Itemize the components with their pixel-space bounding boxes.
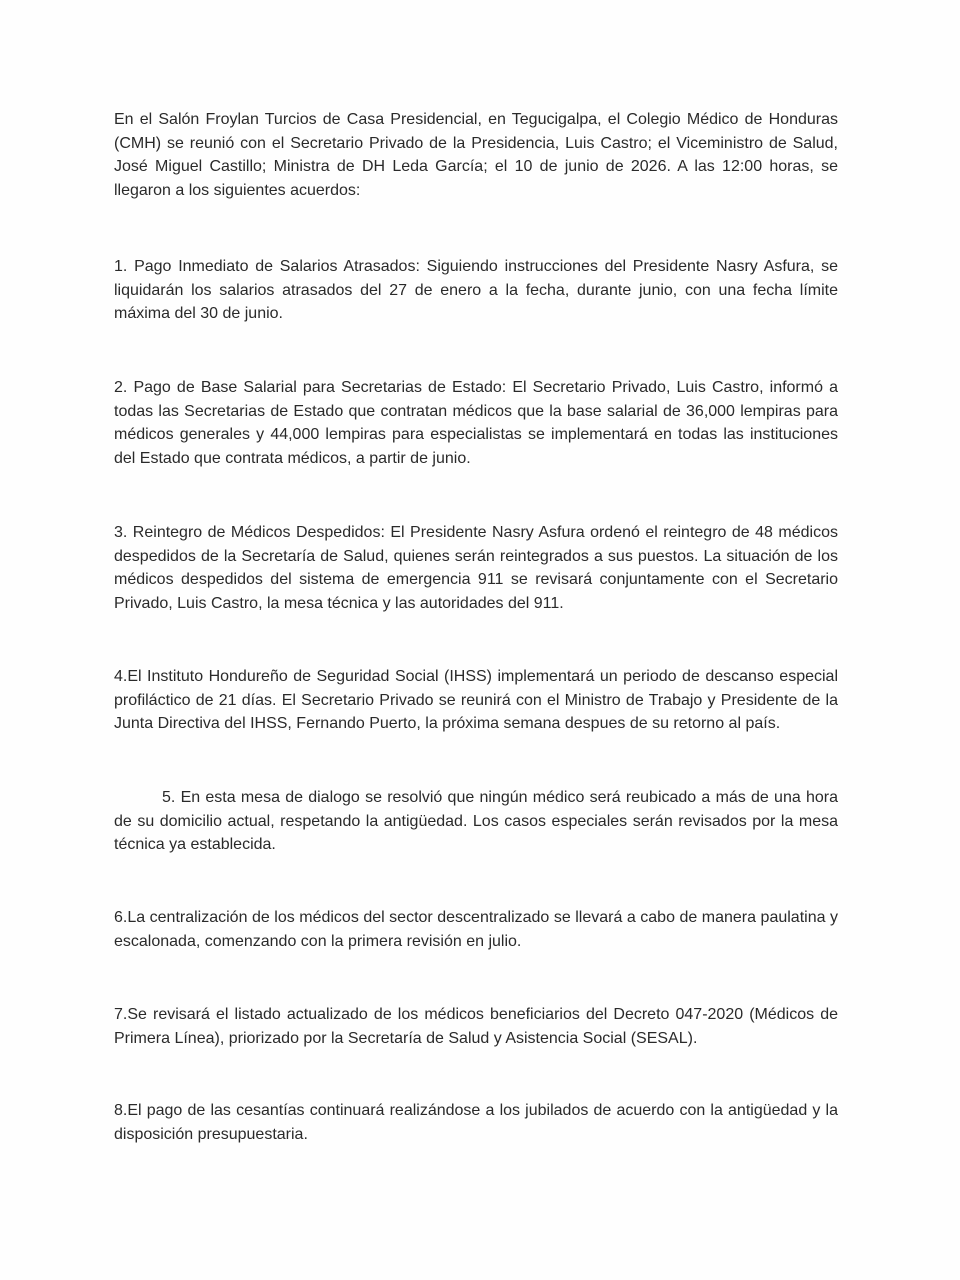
agreement-3: 3. Reintegro de Médicos Despedidos: El Presidente Nasry Asfura ordenó el reintegro de 48 médicos despedidos de la Secretaría de Salud, quienes serán reintegrados a sus puestos. La situación de los médicos despedidos del sistema de emergencia 911 se revisará conjuntamente con el Secretario Privado, Luis Castro, la mesa técnica y las autoridades del 911. <box>114 524 838 612</box>
agreement-6: 6.La centralización de los médicos del sector descentralizado se llevará a cabo de manera paulatina y escalonada, comenzando con la primera revisión en julio. <box>114 909 838 950</box>
agreement-1: 1. Pago Inmediato de Salarios Atrasados: Siguiendo instrucciones del Presidente Nasry Asfura, se liquidarán los salarios atrasados del 27 de enero a la fecha, durante junio, con una fecha límite máxima del 30 de junio. <box>114 258 838 322</box>
agreement-5: 5. En esta mesa de dialogo se resolvió que ningún médico será reubicado a más de una hora de su domicilio actual, respetando la antigüedad. Los casos especiales serán revisados por la mesa técnica ya establecida. <box>114 789 838 853</box>
agreement-7: 7.Se revisará el listado actualizado de los médicos beneficiarios del Decreto 047-2020 (Médicos de Primera Línea), priorizado por la Secretaría de Salud y Asistencia Social (SESAL). <box>114 1006 838 1047</box>
agreement-8: 8.El pago de las cesantías continuará realizándose a los jubilados de acuerdo con la antigüedad y la disposición presupuestaria. <box>114 1102 838 1143</box>
intro-paragraph: En el Salón Froylan Turcios de Casa Presidencial, en Tegucigalpa, el Colegio Médico de Honduras (CMH) se reunió con el Secretario Privado de la Presidencia, Luis Castro; el Viceministro de Salud, José Miguel Castillo; Ministra de DH Leda García; el 10 de junio de 2026. A las 12:00 horas, se llegaron a los siguientes acuerdos: <box>114 111 838 199</box>
agreement-4: 4.El Instituto Hondureño de Seguridad Social (IHSS) implementará un periodo de descanso especial profiláctico de 21 días. El Secretario Privado se reunirá con el Ministro de Trabajo y Presidente de la Junta Directiva del IHSS, Fernando Puerto, la próxima semana despues de su retorno al país. <box>114 668 838 732</box>
agreement-2: 2. Pago de Base Salarial para Secretarias de Estado: El Secretario Privado, Luis Castro, informó a todas las Secretarias de Estado que contratan médicos que la base salarial de 36,000 lempiras para médicos generales y 44,000 lempiras para especialistas se implementará en todas las instituciones del Estado que contrata médicos, a partir de junio. <box>114 379 838 467</box>
